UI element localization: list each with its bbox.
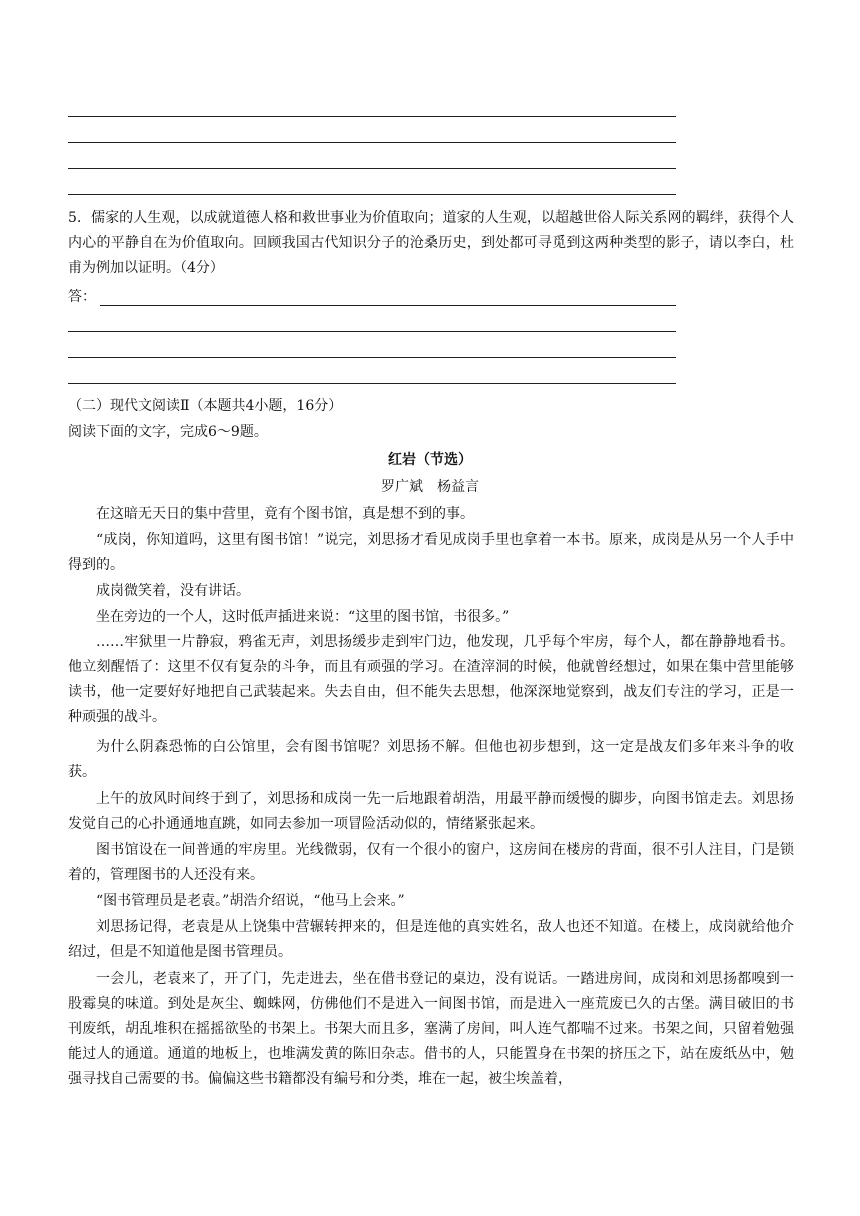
section-instruction: 阅读下面的文字，完成6～9题。 xyxy=(68,424,268,440)
article-paragraph: 刘思扬记得，老袁是从上饶集中营辗转押来的，但是连他的真实姓名，敌人也还不知道。在楼上，成岗就给他介绍过，但是不知道他是图书管理员。 xyxy=(68,919,794,960)
answer-line[interactable] xyxy=(68,116,676,117)
answer-line[interactable] xyxy=(68,194,676,195)
answer-line[interactable] xyxy=(68,168,676,169)
question-5-text: 5．儒家的人生观，以成就道德人格和救世事业为价值取向；道家的人生观，以超越世俗人际关系网的羁绊，获得个人内心的平静自在为价值取向。回顾我国古代知识分子的沧桑历史，到处都可寻觅到这两种类型的影子，请以李白，杜甫为例加以证明。（4分） xyxy=(68,210,794,276)
article-paragraph: 坐在旁边的一个人，这时低声插进来说：“这里的图书馆，书很多。” xyxy=(96,609,510,625)
article-paragraph: ……牢狱里一片静寂，鸦雀无声，刘思扬缓步走到牢门边，他发现，几乎每个牢房，每个人，都在静静地看书。他立刻醒悟了：这里不仅有复杂的斗争，而且有顽强的学习。在渣滓洞的时候，他就曾经想过，如果在集中营里能够读书，他一定要好好地把自己武装起来。失去自由，但不能失去思想，他深深地觉察到，战友们专注的学习，正是一种顽强的战斗。 xyxy=(68,634,794,725)
article-author: 罗广斌 杨益言 xyxy=(381,479,479,495)
article-paragraph: 为什么阴森恐怖的白公馆里，会有图书馆呢？刘思扬不解。但他也初步想到，这一定是战友们多年来斗争的收获。 xyxy=(68,739,794,780)
section-heading: （二）现代文阅读Ⅱ（本题共4小题，16分） xyxy=(68,398,343,414)
answer-line[interactable] xyxy=(68,357,676,358)
article-paragraph: 成岗微笑着，没有讲话。 xyxy=(96,583,250,599)
answer-line[interactable] xyxy=(68,331,676,332)
answer-line[interactable] xyxy=(100,305,676,306)
article-paragraph: “成岗，你知道吗，这里有图书馆！”说完，刘思扬才看见成岗手里也拿着一本书。原来，成岗是从另一个人手中得到的。 xyxy=(68,532,794,573)
answer-line[interactable] xyxy=(68,383,676,384)
answer-line[interactable] xyxy=(68,142,676,143)
article-paragraph: 图书馆设在一间普通的牢房里。光线微弱，仅有一个很小的窗户，这房间在楼房的背面，很不引人注目，门是锁着的，管理图书的人还没有来。 xyxy=(68,842,794,883)
article-paragraph: “图书管理员是老袁。”胡浩介绍说，“他马上会来。” xyxy=(96,893,405,909)
article-paragraph: 上午的放风时间终于到了，刘思扬和成岗一先一后地跟着胡浩，用最平静而缓慢的脚步，向图书馆走去。刘思扬发觉自己的心扑通通地直跳，如同去参加一项冒险活动似的，情绪紧张起来。 xyxy=(68,791,794,832)
article-paragraph: 一会儿，老袁来了，开了门，先走进去，坐在借书登记的桌边，没有说话。一踏进房间，成岗和刘思扬都嗅到一股霉臭的味道。到处是灰尘、蜘蛛网，仿佛他们不是进入一间图书馆，而是进入一座荒废已久的古堡。满目破旧的书刊废纸，胡乱堆积在摇摇欲坠的书架上。书架大而且多，塞满了房间，叫人连气都喘不过来。书架之间，只留着勉强能过人的通道。通道的地板上，也堆满发黄的陈旧杂志。借书的人，只能置身在书架的挤压之下，站在废纸丛中，勉强寻找自己需要的书。偏偏这些书籍都没有编号和分类，堆在一起，被尘埃盖着， xyxy=(68,971,794,1087)
article-title: 红岩（节选） xyxy=(388,452,472,468)
answer-label: 答： xyxy=(68,289,96,305)
article-paragraph: 在这暗无天日的集中营里，竟有个图书馆，真是想不到的事。 xyxy=(96,506,474,522)
